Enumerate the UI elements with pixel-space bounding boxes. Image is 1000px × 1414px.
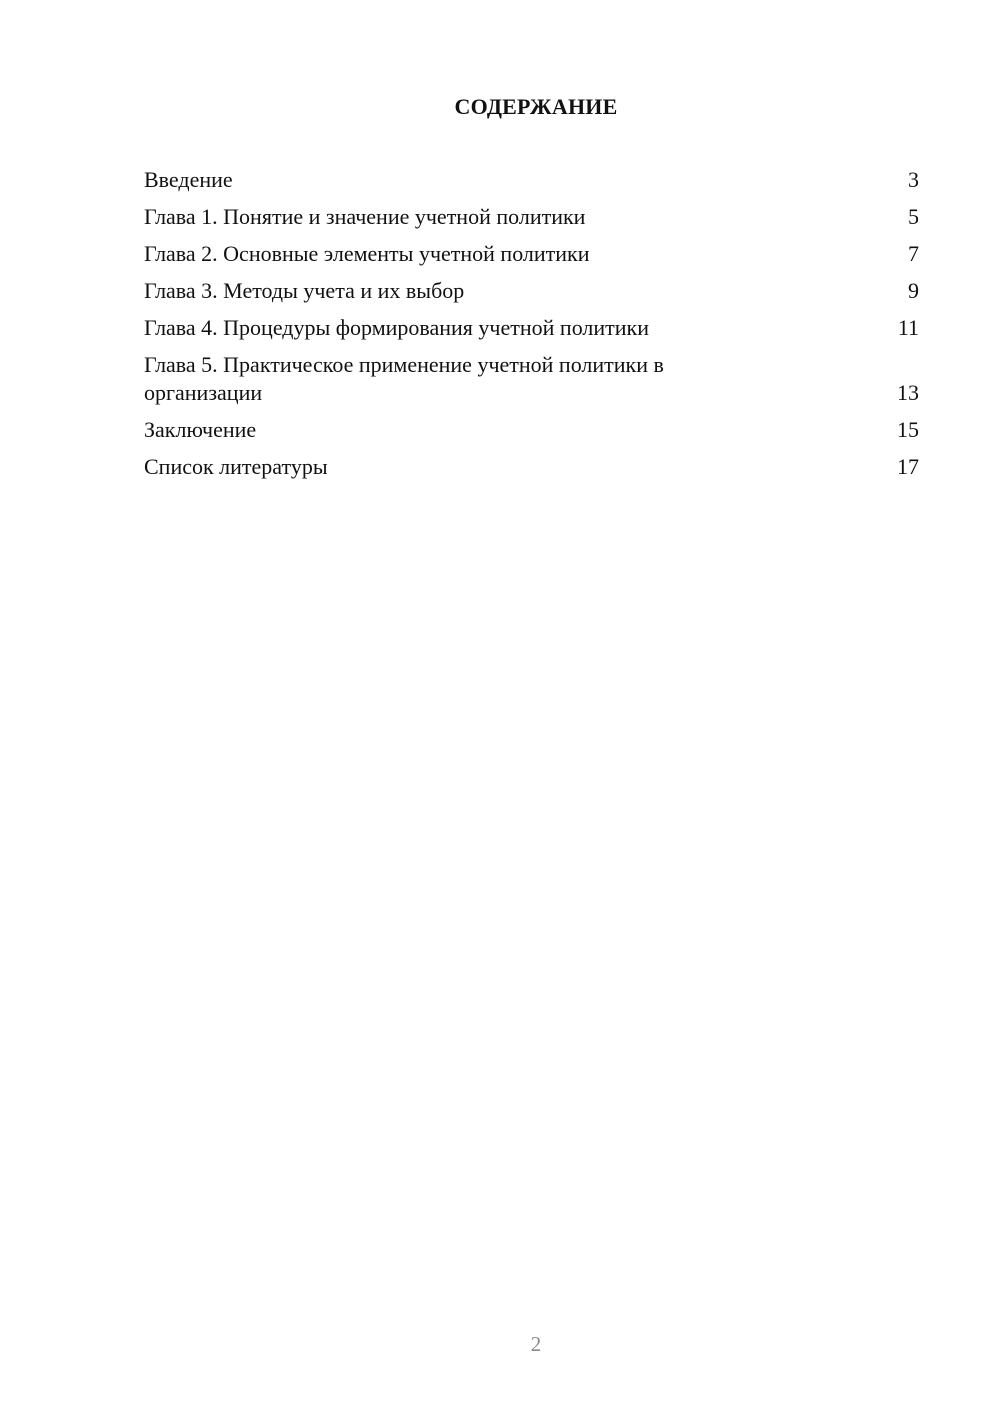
- toc-entry-page: 13: [897, 380, 919, 405]
- table-of-contents: [144, 166, 919, 490]
- toc-entry: [144, 351, 919, 407]
- toc-entry-title: Глава 5. Практическое применение учетной политики в организации: [144, 352, 664, 405]
- toc-entry-title: Заключение: [144, 417, 257, 442]
- toc-entry: [144, 314, 919, 342]
- toc-entry: [144, 453, 919, 481]
- toc-entry-title: Глава 2. Основные элементы учетной политики: [144, 241, 590, 266]
- toc-entry-page: 3: [908, 167, 919, 192]
- toc-entry-title: Введение: [144, 167, 233, 192]
- toc-entry-title: Список литературы: [144, 454, 328, 479]
- page-title: СОДЕРЖАНИЕ: [454, 94, 618, 119]
- toc-entry: [144, 203, 919, 231]
- toc-entry-title: Глава 1. Понятие и значение учетной политики: [144, 204, 586, 229]
- toc-entry-page: 17: [897, 454, 919, 479]
- toc-entry-page: 5: [908, 204, 919, 229]
- toc-entry-page: 9: [908, 278, 919, 303]
- page-number: 2: [530, 1332, 542, 1356]
- toc-entry-title: Глава 3. Методы учета и их выбор: [144, 278, 465, 303]
- toc-entry-page: 7: [908, 241, 919, 266]
- toc-entry: [144, 240, 919, 268]
- toc-entry-page: 15: [897, 417, 919, 442]
- toc-entry-page: 11: [897, 315, 919, 340]
- toc-entry-title: Глава 4. Процедуры формирования учетной политики: [144, 315, 650, 340]
- toc-entry: [144, 166, 919, 194]
- toc-entry: [144, 277, 919, 305]
- toc-entry: [144, 416, 919, 444]
